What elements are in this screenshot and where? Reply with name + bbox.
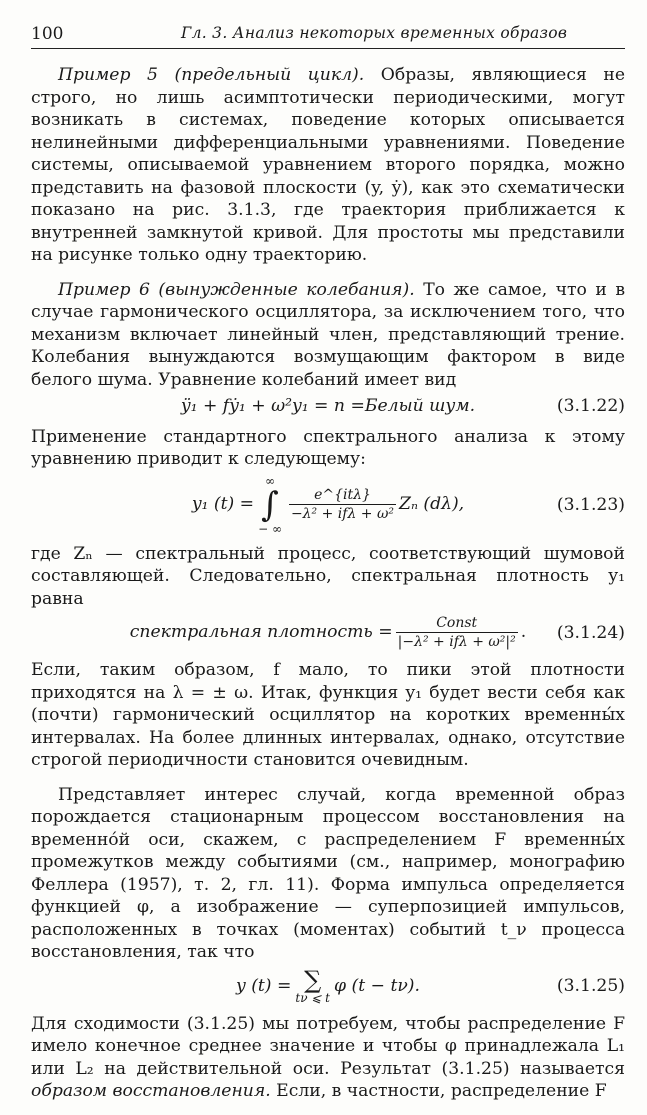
eq23-lhs: y₁ (t) = [191, 494, 255, 515]
example-5-text: Образы, являющиеся не строго, но лишь асимптотически периодическими, могут возникать в системах, поведение которых описывается нелинейными дифференциальными уравнениями. Поведение системы, описываемой уравнением второго порядка, можно представить на фазовой плоскости (y, ẏ), как это схематически показано на рис. 3.1.3, где траектория приближается к внутренней замкнутой кривой. Для простоты мы представили на рисунке только одну траекторию. [31, 65, 625, 265]
eq22-lhs: ÿ₁ + fẏ₁ + ω²y₁ = n = [180, 396, 365, 416]
sum-symbol: ∑ [304, 965, 322, 994]
eq23-fraction [289, 486, 396, 523]
eq24-denominator: |−λ² + ifλ + ω²|² [397, 634, 516, 650]
convergence-text: Для сходимости (3.1.25) мы потребуем, чтобы распределение F имело конечное среднее значение и чтобы φ принадлежала L₁ или L₂ на действительной оси. Результат (3.1.25) называется [31, 1013, 625, 1079]
convergence-tail: Если, в частности, распределение F [276, 1081, 607, 1101]
eq24-numerator: Const [436, 615, 478, 631]
paragraph-convergence [31, 1013, 625, 1103]
equation-number: (3.1.22) [556, 396, 625, 416]
eq23-numerator: e^{itλ} [314, 487, 371, 503]
equation-number: (3.1.24) [556, 622, 625, 643]
eq25-lhs: y (t) = [236, 975, 292, 996]
paragraph-spectral-process: где Zₙ — спектральный процесс, соответствующий шумовой составляющей. Следовательно, спектральная плотность y₁ равна [31, 543, 625, 609]
eq22-rhs: Белый шум. [364, 396, 476, 416]
page-number: 100 [31, 24, 64, 44]
eq24-tail: . [520, 622, 527, 643]
example-5-title: Пример 5 (предельный цикл). [58, 65, 365, 85]
paragraph-renewal-process: Представляет интерес случай, когда временной образ порождается стационарным процессом восстановления на временно́й оси, скажем, с распределением F временны́х промежутков между событиями (см., например, монографию Феллера (1957), т. 2, гл. 11). Форма импульса определяется функцией φ, а изображение — суперпозицией импульсов, расположенных в точках (моментах) событий t_ν процесса восстановления, так что [31, 784, 625, 962]
example-6-text: То же самое, что и в случае гармонического осциллятора, за исключением того, что механизм включает линейный член, представляющий трение. Колебания вынуждаются возмущающим фактором в виде белого шума. Уравнение колебаний имеет вид [31, 279, 626, 390]
eq23-tail: Zₙ (dλ), [399, 494, 465, 515]
integral-symbol: ∫ [261, 484, 279, 525]
equation-number: (3.1.23) [556, 494, 625, 515]
equation-3-1-22 [31, 395, 625, 418]
eq23-denominator: −λ² + ifλ + ω² [290, 506, 394, 522]
example-6-paragraph [31, 279, 625, 392]
integral-sign [258, 475, 282, 535]
paragraph-peaks: Если, таким образом, f мало, то пики этой плотности приходятся на λ = ± ω. Итак, функция y₁ будет вести себя как (почти) гармонический осциллятор на коротких временны́х интервалах. На более длинных интервалах, однако, отсутствие строгой периодичности становится очевидным. [31, 660, 625, 770]
example-5-paragraph [31, 64, 625, 267]
sum-sign [295, 965, 330, 1005]
integral-upper-limit: ∞ [265, 473, 276, 488]
equation-3-1-23 [31, 475, 625, 535]
eq25-rhs: φ (t − tν). [334, 975, 420, 996]
equation-number: (3.1.25) [556, 975, 625, 996]
paragraph-spectral-analysis: Применение стандартного спектрального анализа к этому уравнению приводит к следующему: [31, 426, 625, 469]
renewal-image-term: образом восстановления. [31, 1081, 271, 1101]
page-body [31, 64, 625, 1115]
equation-3-1-24 [31, 614, 625, 651]
header-rule [31, 48, 625, 49]
running-title: Гл. 3. Анализ некоторых временных образов [181, 24, 568, 42]
equation-3-1-25 [31, 965, 625, 1005]
example-6-title: Пример 6 (вынужденные колебания). [58, 279, 415, 300]
sum-lower-limit: tν ⩽ t [295, 990, 330, 1005]
eq24-fraction [396, 614, 518, 651]
page-header [31, 20, 625, 48]
integral-lower-limit: − ∞ [258, 521, 282, 536]
eq24-lhs: спектральная плотность = [129, 622, 393, 643]
